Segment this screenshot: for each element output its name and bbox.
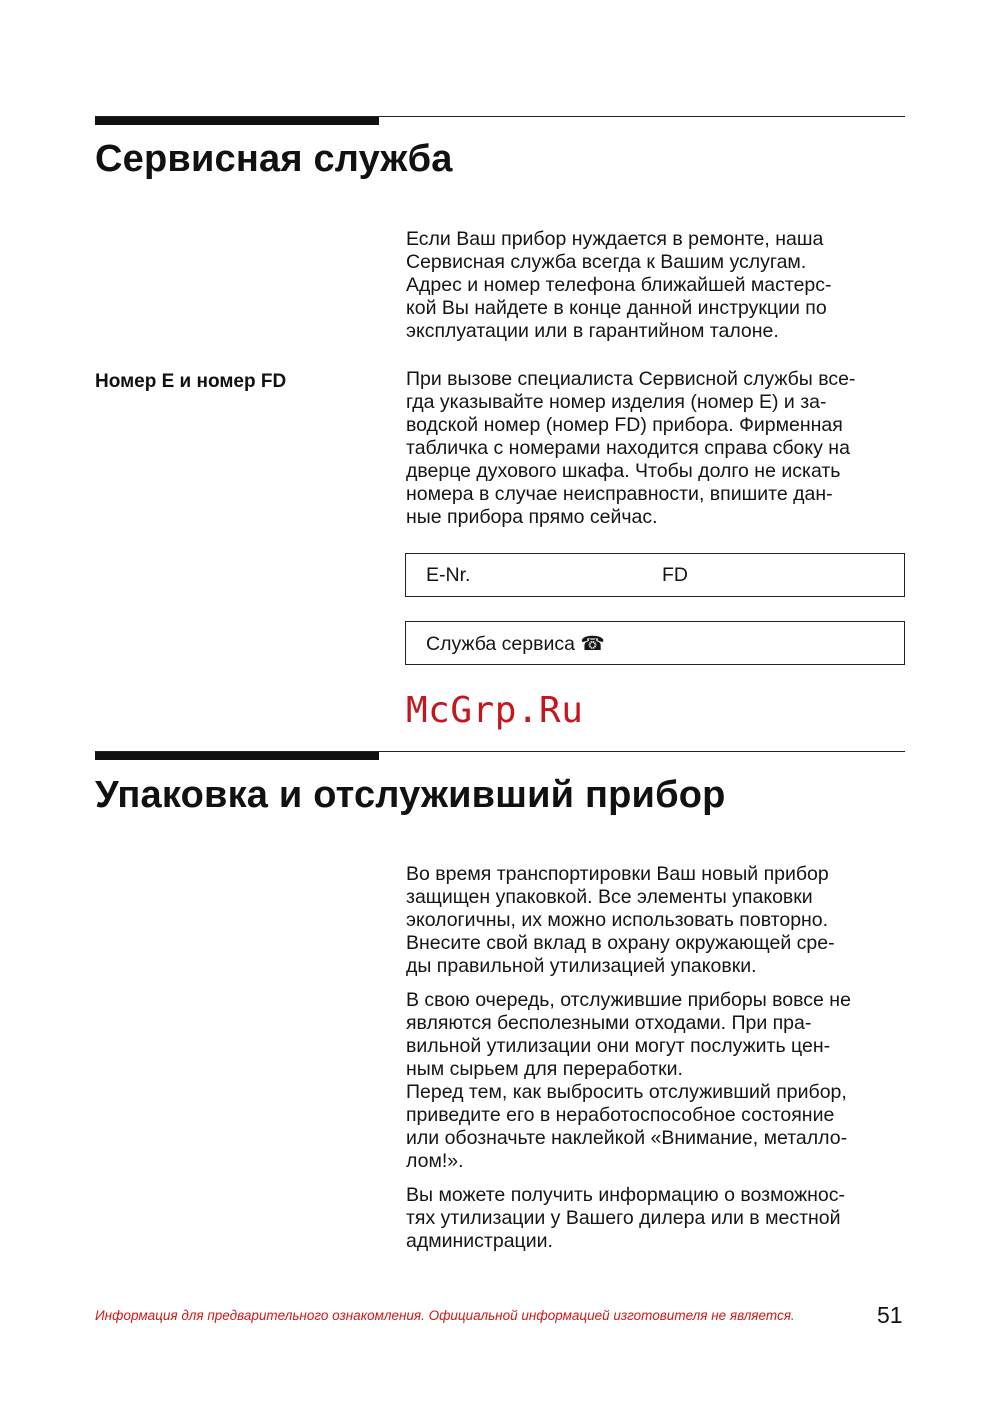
text-line: приведите его в неработоспособное состояние	[406, 1104, 835, 1126]
text-line: ным сырьем для переработки.	[406, 1058, 683, 1080]
text-line: дверце духового шкафа. Чтобы долго не искать	[406, 460, 841, 482]
text-line: лом!».	[406, 1150, 464, 1172]
text-line: Сервисная служба всегда к Вашим услугам.	[406, 251, 807, 273]
watermark: McGrp.Ru	[406, 690, 584, 731]
section1-intro-paragraph	[406, 228, 906, 343]
section1-intro	[406, 228, 906, 343]
text-line: ные прибора прямо сейчас.	[406, 506, 658, 528]
text-line: номера в случае неисправности, впишите дан-	[406, 483, 833, 505]
enr-fd-box[interactable]	[405, 553, 905, 597]
text-line: тях утилизации у Вашего дилера или в местной	[406, 1207, 841, 1229]
service-label: Служба сервиса ☎	[426, 633, 605, 655]
section2-title: Упаковка и отслуживший прибор	[95, 774, 726, 816]
section1-title: Сервисная служба	[95, 138, 453, 180]
text-line: табличка с номерами находится справа сбоку на	[406, 437, 850, 459]
section2-paragraph-2	[406, 989, 906, 1173]
text-line: или обозначьте наклейкой «Внимание, металло-	[406, 1127, 848, 1149]
fd-label: FD	[662, 564, 688, 586]
page-number: 51	[877, 1302, 903, 1328]
side-label-enr-fd: Номер E и номер FD	[95, 371, 287, 392]
text-line: В свою очередь, отслужившие приборы вовсе не	[406, 989, 851, 1011]
text-line: Внесите свой вклад в охрану окружающей сре-	[406, 932, 835, 954]
section2-rule-bar	[95, 751, 379, 760]
text-line: водской номер (номер FD) прибора. Фирменная	[406, 414, 843, 436]
section2-paragraph-1	[406, 863, 906, 978]
text-line: Перед тем, как выбросить отслуживший прибор,	[406, 1081, 847, 1103]
text-line: экологичны, их можно использовать повторно.	[406, 909, 829, 931]
text-line: Вы можете получить информацию о возможнос-	[406, 1184, 846, 1206]
text-line: Во время транспортировки Ваш новый прибор	[406, 863, 829, 885]
section2-paragraph-3	[406, 1184, 906, 1253]
text-line: Если Ваш прибор нуждается в ремонте, наша	[406, 228, 824, 250]
section1-numbers-text	[406, 368, 906, 529]
section2-body	[406, 863, 906, 1253]
footer-note: Информация для предварительного ознакомления. Официальной информацией изготовителя не является.	[95, 1308, 795, 1323]
text-line: администрации.	[406, 1230, 553, 1252]
text-line: При вызове специалиста Сервисной службы все-	[406, 368, 856, 390]
section2-rule-line	[95, 751, 905, 752]
section1-rule-line	[95, 116, 905, 117]
text-line: ды правильной утилизацией упаковки.	[406, 955, 757, 977]
enr-label: E-Nr.	[426, 564, 471, 586]
text-line: защищен упаковкой. Все элементы упаковки	[406, 886, 813, 908]
text-line: эксплуатации или в гарантийном талоне.	[406, 320, 779, 342]
service-box[interactable]	[405, 621, 905, 665]
text-line: кой Вы найдете в конце данной инструкции по	[406, 297, 827, 319]
section1-rule-bar	[95, 116, 379, 125]
text-line: являются бесполезными отходами. При пра-	[406, 1012, 812, 1034]
numbers-paragraph	[406, 368, 906, 529]
text-line: вильной утилизации они могут послужить цен-	[406, 1035, 831, 1057]
text-line: гда указывайте номер изделия (номер E) и за-	[406, 391, 827, 413]
text-line: Адрес и номер телефона ближайшей мастерс-	[406, 274, 832, 296]
